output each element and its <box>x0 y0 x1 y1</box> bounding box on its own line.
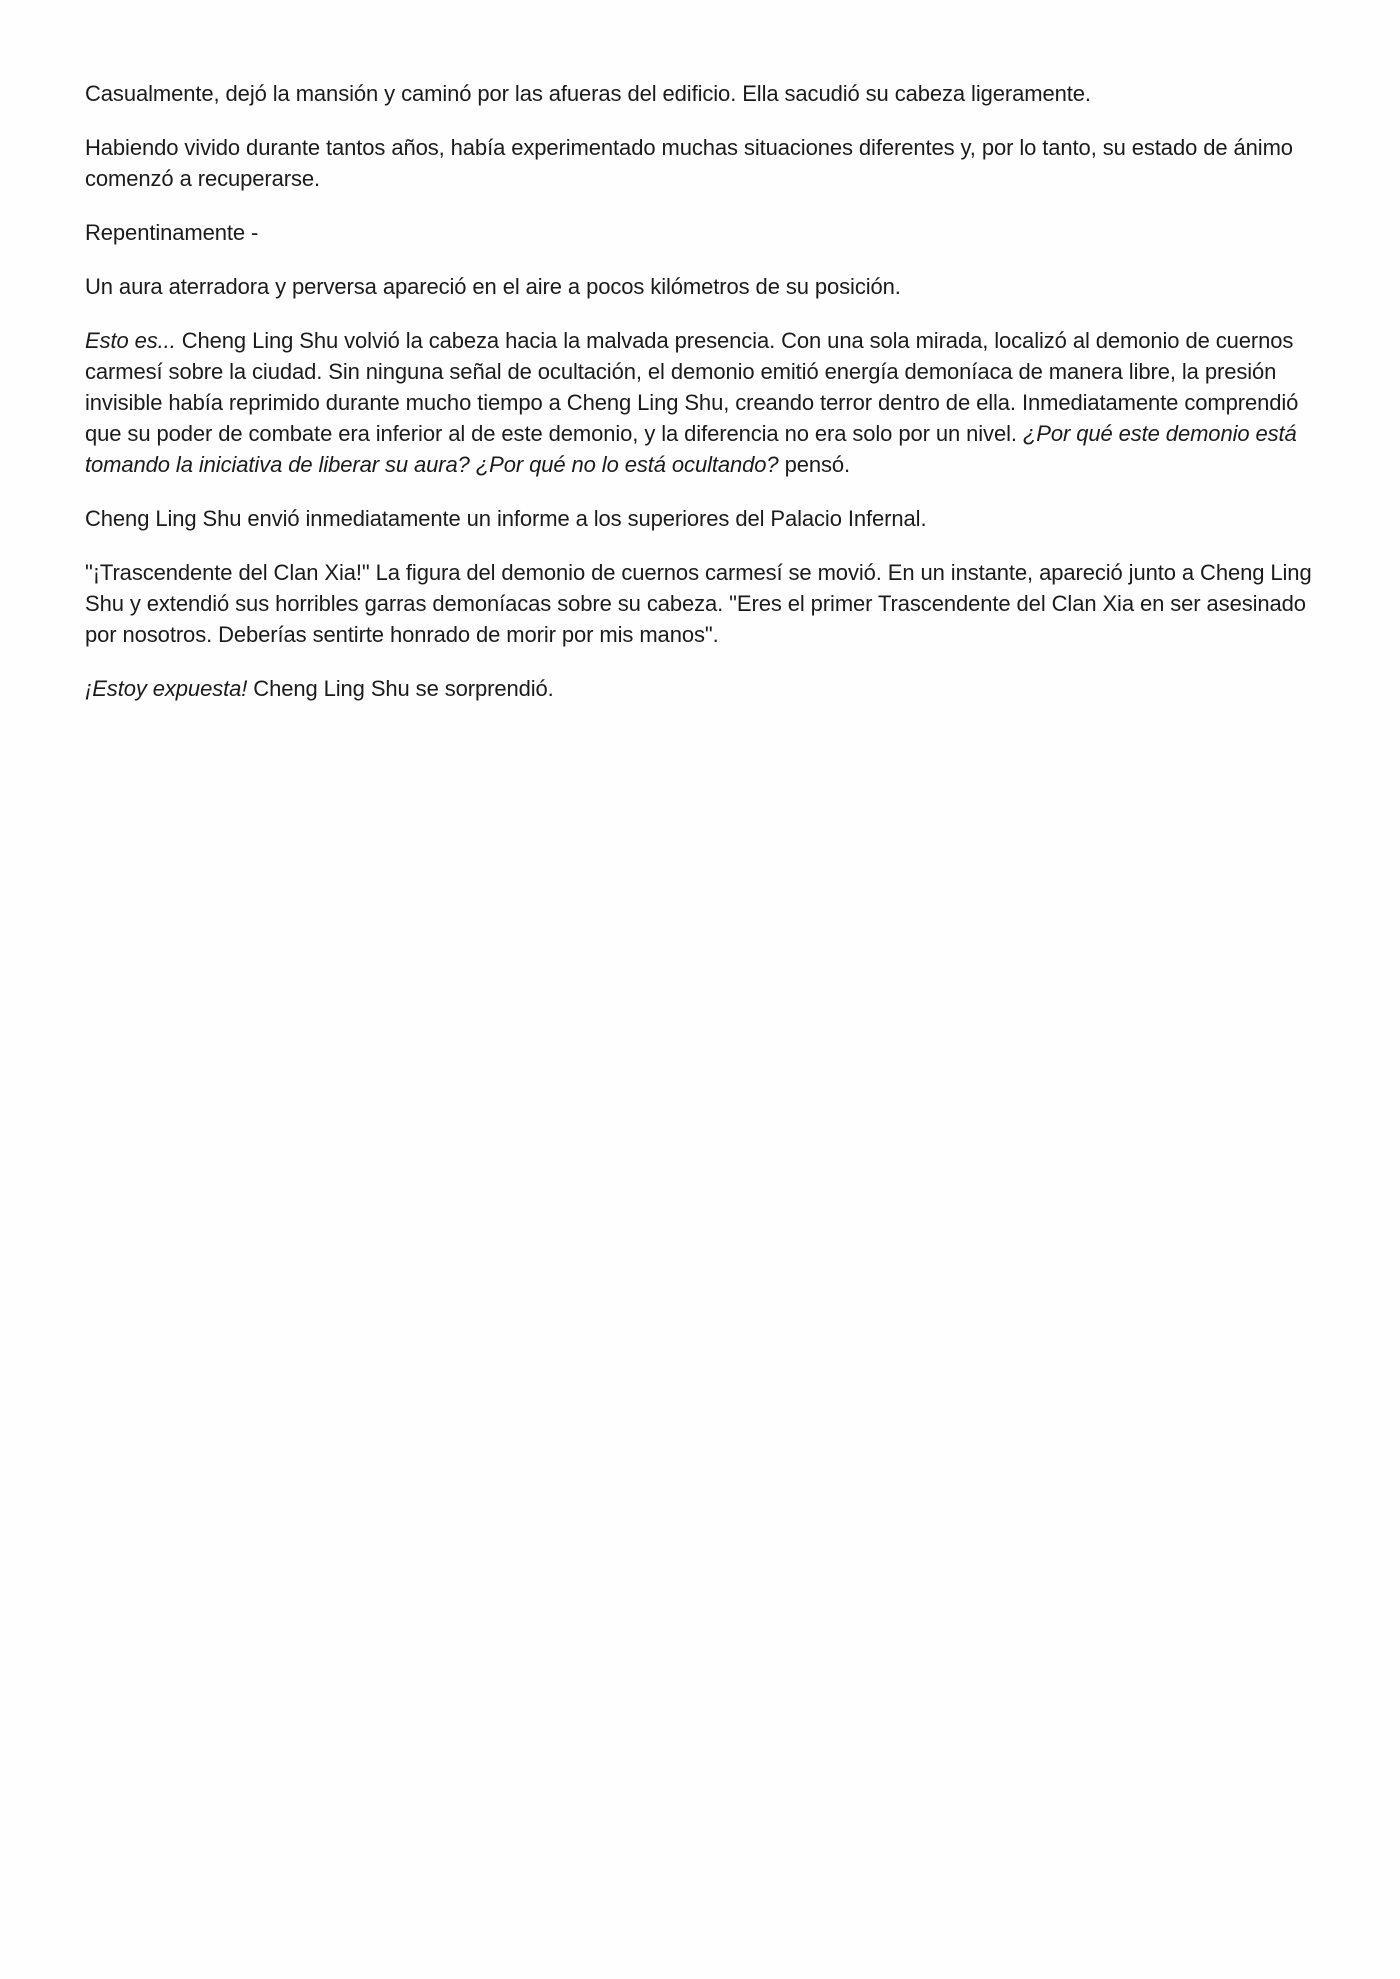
paragraph <box>85 217 1330 248</box>
document-body <box>85 78 1330 727</box>
italic-text-segment: Esto es... <box>85 328 176 353</box>
paragraph <box>85 557 1330 650</box>
paragraph <box>85 78 1330 109</box>
italic-text-segment: ¡Estoy expuesta! <box>85 676 248 701</box>
text-segment: pensó. <box>778 452 851 477</box>
text-segment: Un aura aterradora y perversa apareció en el aire a pocos kilómetros de su posición. <box>85 274 901 299</box>
paragraph <box>85 503 1330 534</box>
text-segment: Habiendo vivido durante tantos años, había experimentado muchas situaciones diferentes y, por lo tanto, su estado de ánimo comenzó a recuperarse. <box>85 135 1293 191</box>
text-segment: Cheng Ling Shu se sorprendió. <box>247 676 554 701</box>
text-segment: "¡Trascendente del Clan Xia!" La figura del demonio de cuernos carmesí se movió. En un instante, apareció junto a Cheng Ling Shu y extendió sus horribles garras demoníacas sobre su cabeza. "Eres el primer Trascendente del Clan Xia en ser asesinado por nosotros. Deberías sentirte honrado de morir por mis manos". <box>85 560 1312 647</box>
paragraph <box>85 325 1330 480</box>
paragraph <box>85 271 1330 302</box>
text-segment: Cheng Ling Shu volvió la cabeza hacia la malvada presencia. Con una sola mirada, localizó al demonio de cuernos carmesí sobre la ciudad. Sin ninguna señal de ocultación, el demonio emitió energía demoníaca de manera libre, la presión invisible había reprimido durante mucho tiempo a Cheng Ling Shu, creando terror dentro de ella. Inmediatamente comprendió que su poder de combate era inferior al de este demonio, y la diferencia no era solo por un nivel. <box>85 328 1299 446</box>
paragraph <box>85 132 1330 194</box>
paragraph <box>85 673 1330 704</box>
text-segment: Repentinamente - <box>85 220 259 245</box>
italic-text-segment: ¿Por qué este demonio está tomando la iniciativa de liberar su aura? ¿Por qué no lo está ocultando? <box>85 421 1297 477</box>
text-segment: Cheng Ling Shu envió inmediatamente un informe a los superiores del Palacio Infernal. <box>85 506 927 531</box>
text-segment: Casualmente, dejó la mansión y caminó por las afueras del edificio. Ella sacudió su cabeza ligeramente. <box>85 81 1091 106</box>
